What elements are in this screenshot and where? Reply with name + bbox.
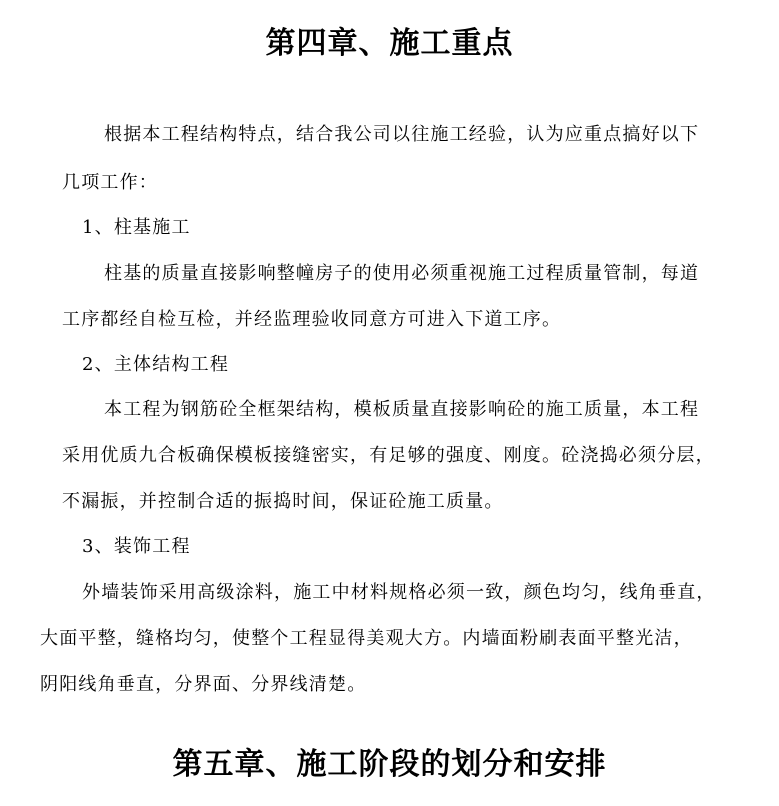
intro-line-2: 几项工作： — [62, 172, 158, 193]
section-3-line-1: 外墙装饰采用高级涂料，施工中材料规格必须一致，颜色均匀，线角垂直， — [82, 582, 716, 603]
section-3-heading: 3、装饰工程 — [82, 536, 191, 557]
section-1-line-2: 工序都经自检互检，并经监理验收同意方可进入下道工序。 — [62, 309, 562, 330]
intro-line-1: 根据本工程结构特点，结合我公司以往施工经验，认为应重点搞好以下 — [104, 124, 700, 145]
section-2-line-1: 本工程为钢筋砼全框架结构，模板质量直接影响砼的施工质量，本工程 — [104, 399, 700, 420]
section-3-line-3: 阴阳线角垂直，分界面、分界线清楚。 — [40, 674, 367, 695]
section-1-line-1: 柱基的质量直接影响整幢房子的使用必须重视施工过程质量管制，每道 — [104, 263, 700, 284]
section-1-heading: 1、柱基施工 — [82, 217, 191, 238]
section-2-heading: 2、主体结构工程 — [82, 354, 230, 375]
section-3-line-2: 大面平整，缝格均匀，使整个工程显得美观大方。内墙面粉刷表面平整光洁， — [40, 628, 693, 649]
section-2-line-3: 不漏振，并控制合适的振捣时间，保证砼施工质量。 — [62, 491, 504, 512]
section-2-line-2: 采用优质九合板确保模板接缝密实，有足够的强度、刚度。砼浇捣必须分层， — [62, 445, 715, 466]
chapter-5-title: 第五章、施工阶段的划分和安排 — [172, 747, 607, 782]
chapter-4-title: 第四章、施工重点 — [265, 26, 514, 61]
